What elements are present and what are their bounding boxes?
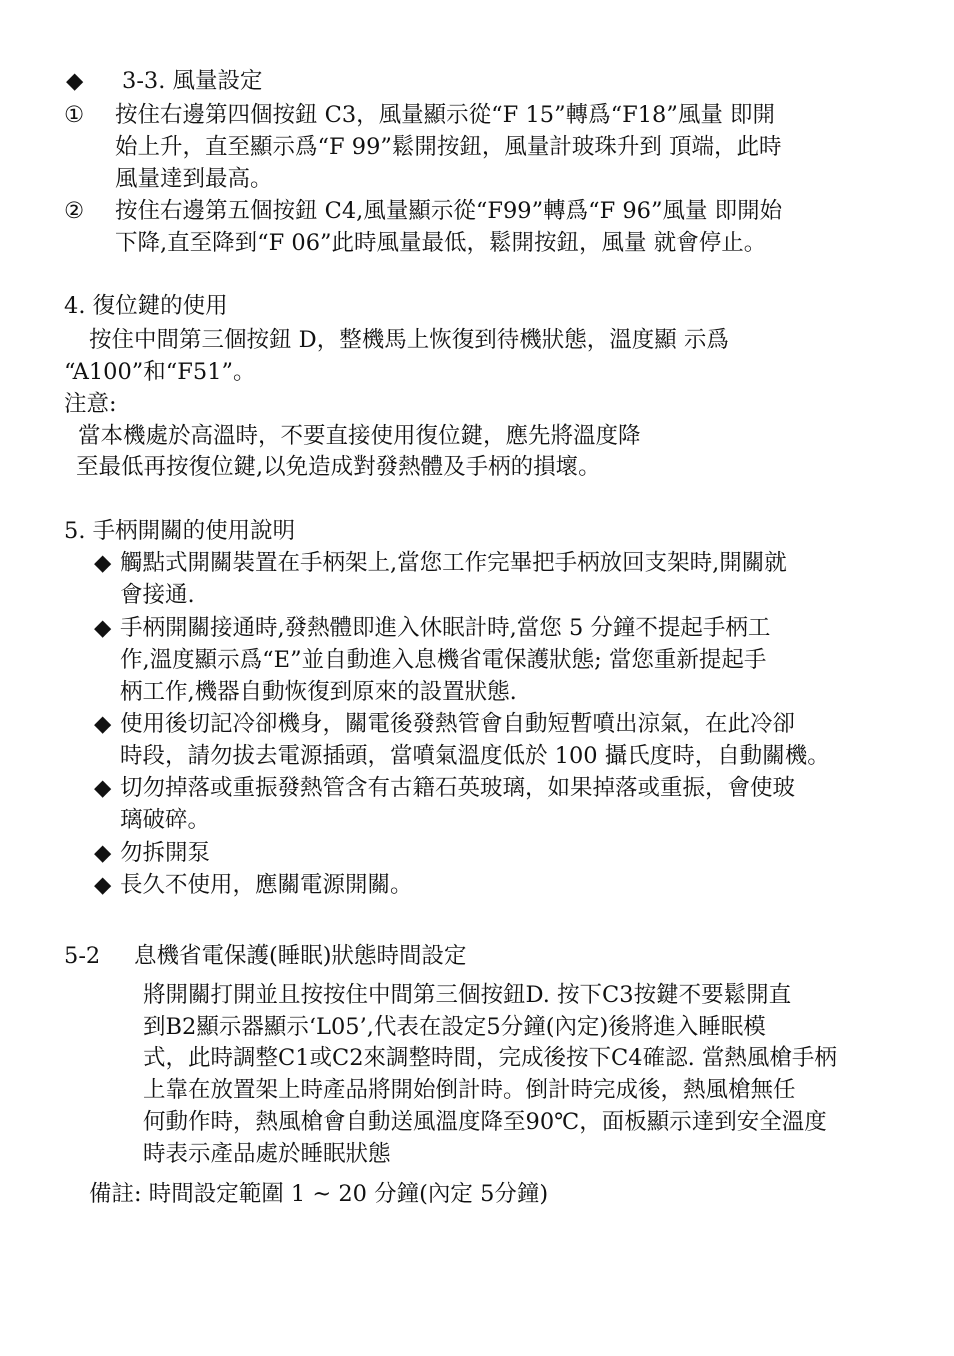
paragraph-line: 式，此時調整C1或C2來調整時間，完成後按下C4確認. 當熱風槍手柄 bbox=[143, 1045, 837, 1071]
section-bullet: ◆ bbox=[66, 68, 84, 94]
list-item-line: 璃破碎。 bbox=[120, 807, 211, 833]
paragraph-line: 何動作時，熱風槍會自動送風溫度降至90℃，面板顯示達到安全溫度 bbox=[143, 1109, 827, 1135]
section-title-3-3: 3-3. 風量設定 bbox=[122, 68, 263, 94]
list-item-line: 時段，請勿拔去電源插頭，當噴氣溫度低於 100 攝氏度時，自動關機。 bbox=[120, 743, 830, 769]
bullet-icon: ◆ bbox=[94, 711, 112, 737]
bullet-icon: ◆ bbox=[94, 550, 112, 576]
paragraph-line: 上靠在放置架上時產品將開始倒計時。倒計時完成後，熱風槍無任 bbox=[143, 1077, 796, 1103]
list-item-line: 勿拆開泵 bbox=[120, 840, 211, 866]
bullet-icon: ◆ bbox=[94, 840, 112, 866]
list-item-line: 會接通. bbox=[120, 582, 195, 608]
list-item-line: 作,溫度顯示爲“E”並自動進入息機省電保護狀態; 當您重新提起手 bbox=[120, 647, 767, 673]
paragraph-line: 風量達到最高。 bbox=[115, 166, 273, 192]
paragraph-line: 按住右邊第五個按鈕 C4,風量顯示從“F99”轉爲“F 96”風量 即開始 bbox=[115, 198, 783, 224]
list-marker-1: ① bbox=[64, 102, 85, 128]
list-item-line: 柄工作,機器自動恢復到原來的設置狀態. bbox=[120, 679, 517, 705]
paragraph-line: 下降,直至降到“F 06”此時風量最低，鬆開按鈕，風量 就會停止。 bbox=[115, 230, 767, 256]
note-line: 至最低再按復位鍵,以免造成對發熱體及手柄的損壞。 bbox=[76, 454, 601, 480]
list-item-line: 切勿掉落或重振發熱管含有古籍石英玻璃，如果掉落或重振，會使玻 bbox=[120, 775, 796, 801]
section-title-4: 4. 復位鍵的使用 bbox=[64, 293, 228, 319]
paragraph-line: 時表示產品處於睡眠狀態 bbox=[143, 1141, 391, 1167]
bullet-icon: ◆ bbox=[94, 872, 112, 898]
bullet-icon: ◆ bbox=[94, 615, 112, 641]
list-item-line: 使用後切記冷卻機身，關電後發熱管會自動短暫噴出涼氣，在此冷卻 bbox=[120, 711, 796, 737]
paragraph-line: 將開關打開並且按按住中間第三個按鈕D. 按下C3按鍵不要鬆開直 bbox=[143, 982, 792, 1008]
paragraph-line: “A100”和“F51”。 bbox=[64, 359, 256, 385]
paragraph-line: 到B2顯示器顯示‘L05’,代表在設定5分鐘(內定)後將進入睡眠模 bbox=[143, 1014, 766, 1040]
note-line: 當本機處於高溫時，不要直接使用復位鍵，應先將溫度降 bbox=[78, 423, 641, 449]
list-item-line: 觸點式開關裝置在手柄架上,當您工作完畢把手柄放回支架時,開關就 bbox=[120, 550, 787, 576]
bullet-icon: ◆ bbox=[94, 775, 112, 801]
list-item-line: 長久不使用，應關電源開關。 bbox=[120, 872, 413, 898]
paragraph-line: 按住中間第三個按鈕 D，整機馬上恢復到待機狀態，溫度顯 示爲 bbox=[89, 327, 729, 353]
note-label: 注意: bbox=[64, 391, 117, 417]
remark-line: 備註: 時間設定範圍 1 ~ 20 分鐘(內定 5分鐘) bbox=[89, 1181, 549, 1207]
list-marker-2: ② bbox=[64, 198, 85, 224]
paragraph-line: 始上升，直至顯示爲“F 99”鬆開按鈕，風量計玻珠升到 頂端，此時 bbox=[115, 134, 782, 160]
paragraph-line: 按住右邊第四個按鈕 C3，風量顯示從“F 15”轉爲“F18”風量 即開 bbox=[115, 102, 775, 128]
section-title-5-2: 息機省電保護(睡眠)狀態時間設定 bbox=[134, 943, 467, 969]
section-number-5-2: 5-2 bbox=[64, 943, 101, 969]
section-title-5: 5. 手柄開關的使用說明 bbox=[64, 518, 296, 544]
list-item-line: 手柄開關接通時,發熱體即進入休眠計時,當您 5 分鐘不提起手柄工 bbox=[120, 615, 771, 641]
